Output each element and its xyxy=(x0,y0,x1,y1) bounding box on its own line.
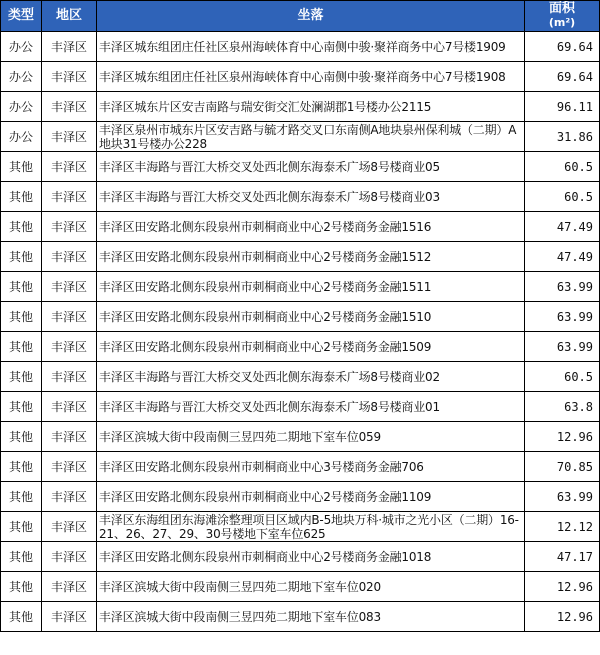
table-row xyxy=(1,32,600,62)
table-row xyxy=(1,452,600,482)
cell-type: 其他 xyxy=(1,332,42,362)
header-size-label: 面积 xyxy=(548,1,575,16)
header-size xyxy=(525,1,600,32)
table-row xyxy=(1,242,600,272)
cell-size: 63.99 xyxy=(525,332,600,362)
cell-type: 其他 xyxy=(1,512,42,542)
cell-area: 丰泽区 xyxy=(42,392,97,422)
table-row xyxy=(1,392,600,422)
table-row xyxy=(1,302,600,332)
cell-area: 丰泽区 xyxy=(42,152,97,182)
cell-address: 丰泽区田安路北侧东段泉州市刺桐商业中心2号楼商务金融1509 xyxy=(97,332,525,362)
cell-address: 丰泽区丰海路与晋江大桥交叉处西北侧东海泰禾广场8号楼商业03 xyxy=(97,182,525,212)
cell-area: 丰泽区 xyxy=(42,482,97,512)
cell-type: 其他 xyxy=(1,272,42,302)
cell-area: 丰泽区 xyxy=(42,92,97,122)
cell-size: 47.49 xyxy=(525,212,600,242)
cell-area: 丰泽区 xyxy=(42,362,97,392)
cell-type: 其他 xyxy=(1,422,42,452)
cell-area: 丰泽区 xyxy=(42,212,97,242)
cell-type: 其他 xyxy=(1,242,42,272)
header-size-unit: (m²) xyxy=(548,16,576,29)
cell-type: 其他 xyxy=(1,602,42,632)
cell-area: 丰泽区 xyxy=(42,422,97,452)
table-row xyxy=(1,362,600,392)
cell-size: 70.85 xyxy=(525,452,600,482)
cell-area: 丰泽区 xyxy=(42,122,97,152)
table-row xyxy=(1,212,600,242)
table-row xyxy=(1,92,600,122)
cell-type: 其他 xyxy=(1,392,42,422)
cell-address: 丰泽区田安路北侧东段泉州市刺桐商业中心2号楼商务金融1516 xyxy=(97,212,525,242)
cell-area: 丰泽区 xyxy=(42,32,97,62)
table-row xyxy=(1,602,600,632)
cell-size: 60.5 xyxy=(525,152,600,182)
cell-address: 丰泽区城东组团庄任社区泉州海峡体育中心南侧中骏·聚祥商务中心7号楼1908 xyxy=(97,62,525,92)
header-address: 坐落 xyxy=(97,1,525,32)
table-row xyxy=(1,542,600,572)
cell-area: 丰泽区 xyxy=(42,452,97,482)
cell-area: 丰泽区 xyxy=(42,542,97,572)
table-row xyxy=(1,572,600,602)
cell-type: 其他 xyxy=(1,182,42,212)
table-row xyxy=(1,62,600,92)
cell-size: 12.96 xyxy=(525,602,600,632)
table-row xyxy=(1,152,600,182)
cell-address: 丰泽区滨城大街中段南侧三昱四苑二期地下室车位083 xyxy=(97,602,525,632)
header-row xyxy=(1,1,600,32)
cell-area: 丰泽区 xyxy=(42,602,97,632)
cell-address: 丰泽区泉州市城东片区安吉路与毓才路交叉口东南侧A地块泉州保利城（二期）A地块31号楼办公228 xyxy=(97,122,525,152)
cell-address: 丰泽区田安路北侧东段泉州市刺桐商业中心2号楼商务金融1018 xyxy=(97,542,525,572)
cell-size: 69.64 xyxy=(525,32,600,62)
cell-type: 办公 xyxy=(1,32,42,62)
cell-address: 丰泽区丰海路与晋江大桥交叉处西北侧东海泰禾广场8号楼商业01 xyxy=(97,392,525,422)
cell-type: 其他 xyxy=(1,542,42,572)
cell-size: 47.17 xyxy=(525,542,600,572)
cell-address: 丰泽区丰海路与晋江大桥交叉处西北侧东海泰禾广场8号楼商业02 xyxy=(97,362,525,392)
cell-type: 办公 xyxy=(1,92,42,122)
cell-type: 办公 xyxy=(1,122,42,152)
cell-type: 其他 xyxy=(1,212,42,242)
table-row xyxy=(1,182,600,212)
cell-type: 其他 xyxy=(1,572,42,602)
cell-size: 63.99 xyxy=(525,272,600,302)
cell-address: 丰泽区田安路北侧东段泉州市刺桐商业中心2号楼商务金融1510 xyxy=(97,302,525,332)
cell-address: 丰泽区城东片区安吉南路与瑞安街交汇处澜湖郡1号楼办公2115 xyxy=(97,92,525,122)
cell-area: 丰泽区 xyxy=(42,302,97,332)
cell-area: 丰泽区 xyxy=(42,572,97,602)
cell-area: 丰泽区 xyxy=(42,62,97,92)
cell-type: 其他 xyxy=(1,362,42,392)
cell-address: 丰泽区田安路北侧东段泉州市刺桐商业中心2号楼商务金融1511 xyxy=(97,272,525,302)
cell-size: 63.99 xyxy=(525,482,600,512)
table-row xyxy=(1,272,600,302)
cell-type: 其他 xyxy=(1,452,42,482)
cell-size: 96.11 xyxy=(525,92,600,122)
cell-type: 其他 xyxy=(1,302,42,332)
table-row xyxy=(1,332,600,362)
cell-area: 丰泽区 xyxy=(42,512,97,542)
cell-area: 丰泽区 xyxy=(42,272,97,302)
table-row xyxy=(1,422,600,452)
cell-type: 其他 xyxy=(1,152,42,182)
cell-address: 丰泽区田安路北侧东段泉州市刺桐商业中心2号楼商务金融1512 xyxy=(97,242,525,272)
cell-address: 丰泽区城东组团庄任社区泉州海峡体育中心南侧中骏·聚祥商务中心7号楼1909 xyxy=(97,32,525,62)
cell-size: 63.8 xyxy=(525,392,600,422)
cell-area: 丰泽区 xyxy=(42,242,97,272)
cell-size: 12.96 xyxy=(525,572,600,602)
cell-size: 12.12 xyxy=(525,512,600,542)
cell-size: 60.5 xyxy=(525,362,600,392)
table-row xyxy=(1,482,600,512)
cell-size: 12.96 xyxy=(525,422,600,452)
table-row xyxy=(1,512,600,542)
cell-type: 办公 xyxy=(1,62,42,92)
cell-area: 丰泽区 xyxy=(42,182,97,212)
cell-area: 丰泽区 xyxy=(42,332,97,362)
header-area: 地区 xyxy=(42,1,97,32)
cell-address: 丰泽区丰海路与晋江大桥交叉处西北侧东海泰禾广场8号楼商业05 xyxy=(97,152,525,182)
cell-size: 63.99 xyxy=(525,302,600,332)
cell-size: 47.49 xyxy=(525,242,600,272)
cell-address: 丰泽区滨城大街中段南侧三昱四苑二期地下室车位020 xyxy=(97,572,525,602)
header-type: 类型 xyxy=(1,1,42,32)
cell-address: 丰泽区田安路北侧东段泉州市刺桐商业中心2号楼商务金融1109 xyxy=(97,482,525,512)
table-row xyxy=(1,122,600,152)
cell-size: 60.5 xyxy=(525,182,600,212)
cell-address: 丰泽区滨城大街中段南侧三昱四苑二期地下室车位059 xyxy=(97,422,525,452)
cell-address: 丰泽区田安路北侧东段泉州市刺桐商业中心3号楼商务金融706 xyxy=(97,452,525,482)
cell-size: 69.64 xyxy=(525,62,600,92)
table-body xyxy=(1,32,600,632)
cell-type: 其他 xyxy=(1,482,42,512)
cell-address: 丰泽区东海组团东海滩涂整理项目区域内B-5地块万科·城市之光小区（二期）16-21、26、27、29、30号楼地下室车位625 xyxy=(97,512,525,542)
cell-size: 31.86 xyxy=(525,122,600,152)
